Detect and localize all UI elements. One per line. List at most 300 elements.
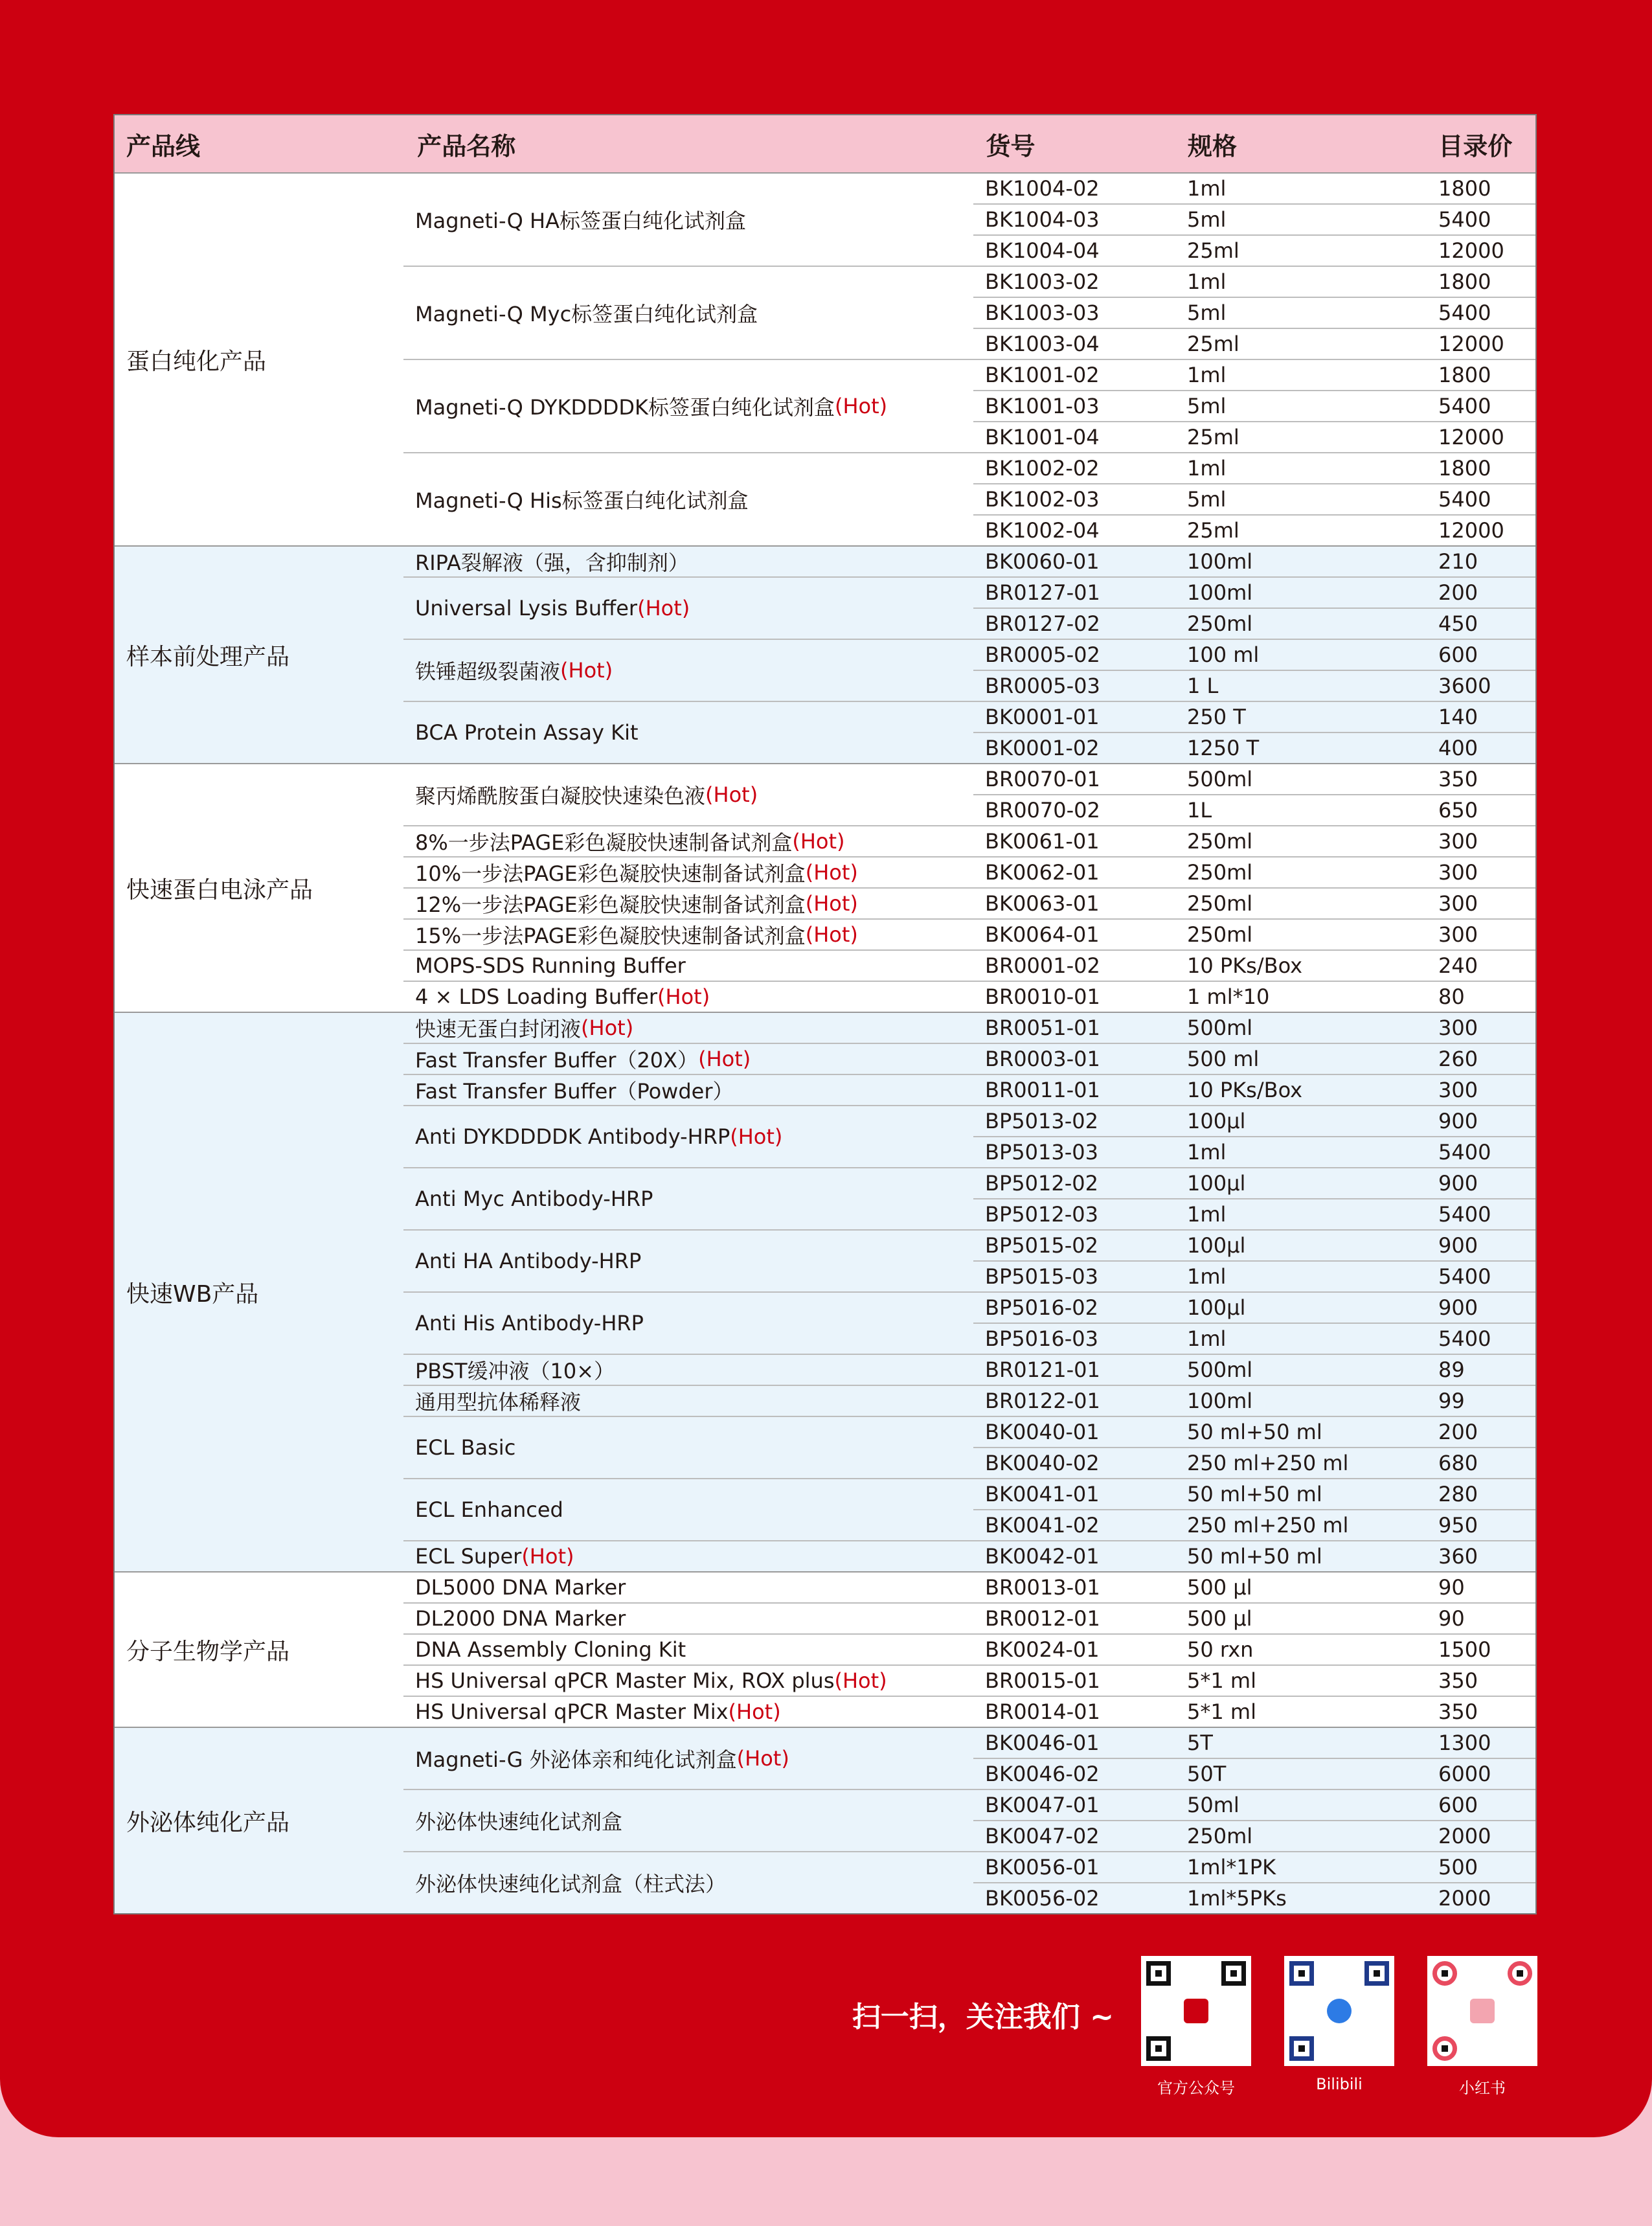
sku-price: 12000 <box>1438 332 1504 356</box>
product-name: Universal Lysis Buffer <box>415 596 638 620</box>
sku-row <box>973 1198 1535 1229</box>
sku-spec: 1ml*1PK <box>1187 1855 1276 1880</box>
sku-spec: 5*1 ml <box>1187 1668 1256 1693</box>
sku-price: 5400 <box>1438 1264 1491 1289</box>
sku-row <box>973 982 1535 1012</box>
hot-badge: (Hot) <box>805 922 858 947</box>
sku-row <box>973 1044 1535 1074</box>
sku-price: 1300 <box>1438 1731 1491 1755</box>
product-row <box>403 452 1535 545</box>
hot-badge: (Hot) <box>805 860 858 885</box>
product-name-cell <box>403 640 973 701</box>
sku-price: 400 <box>1438 736 1478 760</box>
sku-price: 90 <box>1438 1575 1465 1600</box>
hot-badge: (Hot) <box>560 658 613 683</box>
sku-price: 5400 <box>1438 301 1491 325</box>
product-name: 外泌体快速纯化试剂盒 <box>415 1810 623 1834</box>
sku-code: BR0005-03 <box>985 674 1100 698</box>
sku-code: BR0003-01 <box>985 1047 1100 1071</box>
product-name-cell <box>403 1697 973 1727</box>
sku-code: BK1003-02 <box>985 269 1100 294</box>
sku-spec: 1ml <box>1187 269 1227 294</box>
sku-price: 1800 <box>1438 269 1491 294</box>
sku-spec: 100ml <box>1187 580 1253 605</box>
product-list <box>403 1573 1535 1727</box>
sku-list <box>973 547 1535 576</box>
sku-spec: 5ml <box>1187 394 1227 418</box>
hot-badge: (Hot) <box>657 984 710 1009</box>
sku-spec: 5T <box>1187 1731 1213 1755</box>
sku-row <box>973 1666 1535 1696</box>
sku-price: 12000 <box>1438 518 1504 543</box>
product-name: 聚丙烯酰胺蛋白凝胶快速染色液 <box>415 784 706 808</box>
sku-spec: 50T <box>1187 1762 1227 1786</box>
product-name: Fast Transfer Buffer（20X） <box>415 1048 699 1073</box>
product-name-cell <box>403 702 973 763</box>
product-name: Magneti-Q HA标签蛋白纯化试剂盒 <box>415 209 746 233</box>
sku-spec: 25ml <box>1187 332 1239 356</box>
sku-row <box>973 1479 1535 1509</box>
product-row <box>403 1633 1535 1664</box>
sku-code: BR0013-01 <box>985 1575 1100 1600</box>
product-line-name: 分子生物学产品 <box>126 1638 290 1665</box>
product-row <box>403 949 1535 981</box>
product-name-cell <box>403 174 973 266</box>
sku-list <box>973 453 1535 545</box>
sku-spec: 100μl <box>1187 1233 1246 1258</box>
sku-price: 950 <box>1438 1513 1478 1538</box>
hot-badge: (Hot) <box>705 782 758 807</box>
sku-code: BR0005-02 <box>985 642 1100 667</box>
sku-row <box>973 578 1535 608</box>
sku-code: BK0056-01 <box>985 1855 1100 1880</box>
sku-code: BK0061-01 <box>985 829 1100 854</box>
sku-price: 1800 <box>1438 176 1491 201</box>
product-name: MOPS-SDS Running Buffer <box>415 953 686 978</box>
product-name-cell <box>403 547 973 576</box>
header-sku: 货号 <box>986 131 1035 161</box>
sku-price: 600 <box>1438 642 1478 667</box>
sku-price: 600 <box>1438 1793 1478 1817</box>
sku-list <box>973 1573 1535 1602</box>
sku-price: 650 <box>1438 798 1478 823</box>
hot-badge: (Hot) <box>728 1699 781 1724</box>
sku-list <box>973 1231 1535 1291</box>
product-name: BCA Protein Assay Kit <box>415 720 639 745</box>
sku-row <box>973 1541 1535 1571</box>
sku-list <box>973 1604 1535 1633</box>
sku-price: 300 <box>1438 891 1478 916</box>
product-name: Fast Transfer Buffer（Powder） <box>415 1079 734 1104</box>
sku-code: BK0056-02 <box>985 1886 1100 1911</box>
sku-code: BK0024-01 <box>985 1637 1100 1662</box>
sku-code: BK0001-02 <box>985 736 1100 760</box>
sku-spec: 100 ml <box>1187 642 1260 667</box>
product-name: 12%一步法PAGE彩色凝胶快速制备试剂盒 <box>415 892 806 917</box>
sku-price: 350 <box>1438 1668 1478 1693</box>
sku-list <box>973 174 1535 266</box>
sku-code: BP5012-02 <box>985 1171 1098 1196</box>
sku-row <box>973 1820 1535 1851</box>
sku-spec: 25ml <box>1187 425 1239 449</box>
sku-row <box>973 360 1535 390</box>
sku-spec: 50ml <box>1187 1793 1239 1817</box>
sku-list <box>973 982 1535 1012</box>
sku-list <box>973 1075 1535 1105</box>
sku-price: 500 <box>1438 1855 1478 1880</box>
sku-list <box>973 1852 1535 1913</box>
product-row <box>403 547 1535 576</box>
hot-badge: (Hot) <box>834 1668 887 1693</box>
sku-row <box>973 1323 1535 1354</box>
xiaohongshu-qr-block[interactable] <box>1427 1956 1537 2098</box>
sku-spec: 250ml <box>1187 1824 1253 1848</box>
sku-code: BK1004-03 <box>985 207 1100 232</box>
product-name-cell <box>403 1852 973 1913</box>
sku-row <box>973 1168 1535 1198</box>
hot-badge: (Hot) <box>835 394 888 418</box>
sku-spec: 500 μl <box>1187 1575 1252 1600</box>
sku-spec: 5ml <box>1187 207 1227 232</box>
sku-code: BR0127-01 <box>985 580 1100 605</box>
sku-list <box>973 1044 1535 1074</box>
product-row <box>403 1229 1535 1291</box>
sku-price: 6000 <box>1438 1762 1491 1786</box>
sku-list <box>973 1541 1535 1571</box>
sku-price: 210 <box>1438 549 1478 574</box>
header-product-name: 产品名称 <box>417 131 516 161</box>
sku-spec: 1ml <box>1187 176 1227 201</box>
product-row <box>403 1789 1535 1851</box>
sku-spec: 1ml <box>1187 1140 1227 1164</box>
sku-spec: 250 T <box>1187 705 1246 729</box>
sku-code: BR0012-01 <box>985 1606 1100 1631</box>
product-name: 10%一步法PAGE彩色凝胶快速制备试剂盒 <box>415 861 806 886</box>
sku-code: BK1002-04 <box>985 518 1100 543</box>
product-row <box>403 1540 1535 1571</box>
sku-code: BK1002-03 <box>985 487 1100 512</box>
product-name: Magneti-G 外泌体亲和纯化试剂盒 <box>415 1747 737 1772</box>
sku-row <box>973 1417 1535 1447</box>
hot-badge: (Hot) <box>792 829 845 854</box>
header-price: 目录价 <box>1438 131 1513 161</box>
product-name: 通用型抗体稀释液 <box>415 1390 582 1414</box>
product-row <box>403 1416 1535 1478</box>
sku-spec: 5*1 ml <box>1187 1699 1256 1724</box>
sku-row <box>973 297 1535 328</box>
product-name-cell <box>403 857 973 887</box>
sku-spec: 250 ml+250 ml <box>1187 1513 1349 1538</box>
sku-price: 140 <box>1438 705 1478 729</box>
product-row <box>403 639 1535 701</box>
sku-row <box>973 1790 1535 1820</box>
sku-price: 350 <box>1438 767 1478 791</box>
header-product-line: 产品线 <box>126 131 201 161</box>
product-name-cell <box>403 1417 973 1478</box>
product-name: 8%一步法PAGE彩色凝胶快速制备试剂盒 <box>415 830 793 855</box>
sku-row <box>973 857 1535 887</box>
product-name: 铁锤超级裂菌液 <box>415 659 561 684</box>
sku-row <box>973 826 1535 856</box>
sku-price: 5400 <box>1438 1140 1491 1164</box>
hot-badge: (Hot) <box>581 1016 634 1040</box>
sku-spec: 1ml <box>1187 363 1227 387</box>
product-name: HS Universal qPCR Master Mix, ROX plus <box>415 1668 835 1693</box>
product-line-group <box>115 1571 1535 1727</box>
sku-list <box>973 826 1535 856</box>
product-name: Magneti-Q DYKDDDDK标签蛋白纯化试剂盒 <box>415 395 835 420</box>
sku-row <box>973 670 1535 701</box>
sku-code: BK0046-01 <box>985 1731 1100 1755</box>
sku-code: BK0046-02 <box>985 1762 1100 1786</box>
sku-list <box>973 578 1535 639</box>
sku-code: BK0063-01 <box>985 891 1100 916</box>
sku-spec: 10 PKs/Box <box>1187 953 1303 978</box>
sku-price: 5400 <box>1438 207 1491 232</box>
sku-price: 2000 <box>1438 1824 1491 1848</box>
sku-price: 900 <box>1438 1295 1478 1320</box>
sku-list <box>973 1293 1535 1354</box>
sku-row <box>973 547 1535 576</box>
sku-code: BK0047-02 <box>985 1824 1100 1848</box>
sku-row <box>973 1075 1535 1105</box>
bilibili-qr-icon[interactable] <box>1284 1956 1394 2066</box>
product-name-cell <box>403 1790 973 1851</box>
product-name-cell <box>403 1168 973 1229</box>
sku-spec: 500 μl <box>1187 1606 1252 1631</box>
xiaohongshu-qr-icon[interactable] <box>1427 1956 1537 2066</box>
sku-price: 900 <box>1438 1171 1478 1196</box>
product-name-cell <box>403 1541 973 1571</box>
sku-row <box>973 889 1535 918</box>
sku-price: 900 <box>1438 1109 1478 1133</box>
sku-price: 240 <box>1438 953 1478 978</box>
sku-spec: 100ml <box>1187 1389 1253 1413</box>
sku-code: BR0014-01 <box>985 1699 1100 1724</box>
sku-list <box>973 889 1535 918</box>
product-name-cell <box>403 889 973 918</box>
sku-list <box>973 1168 1535 1229</box>
wechat-qr-icon[interactable] <box>1141 1956 1251 2066</box>
sku-list <box>973 1635 1535 1664</box>
sku-price: 99 <box>1438 1389 1465 1413</box>
sku-row <box>973 234 1535 266</box>
sku-price: 260 <box>1438 1047 1478 1071</box>
header-spec: 规格 <box>1187 131 1237 161</box>
sku-row <box>973 1635 1535 1664</box>
sku-price: 450 <box>1438 611 1478 636</box>
sku-code: BP5016-02 <box>985 1295 1098 1320</box>
sku-list <box>973 1790 1535 1851</box>
sku-code: BP5012-03 <box>985 1202 1098 1227</box>
sku-code: BK0042-01 <box>985 1544 1100 1569</box>
product-row <box>403 576 1535 639</box>
product-row <box>403 1385 1535 1416</box>
sku-list <box>973 1386 1535 1416</box>
sku-row <box>973 1882 1535 1913</box>
product-name-cell <box>403 826 973 856</box>
hot-badge: (Hot) <box>736 1746 789 1771</box>
product-line-name: 蛋白纯化产品 <box>126 348 267 375</box>
sku-code: BK0041-02 <box>985 1513 1100 1538</box>
sku-code: BR0015-01 <box>985 1668 1100 1693</box>
sku-price: 300 <box>1438 922 1478 947</box>
sku-spec: 5ml <box>1187 301 1227 325</box>
sku-row <box>973 328 1535 359</box>
sku-spec: 1250 T <box>1187 736 1260 760</box>
sku-row <box>973 1013 1535 1043</box>
product-row <box>403 856 1535 887</box>
product-line-group <box>115 174 1535 545</box>
sku-price: 900 <box>1438 1233 1478 1258</box>
sku-code: BK1003-04 <box>985 332 1100 356</box>
wechat-qr-block[interactable] <box>1141 1956 1251 2098</box>
sku-code: BK0060-01 <box>985 549 1100 574</box>
sku-row <box>973 1260 1535 1291</box>
product-row <box>403 1043 1535 1074</box>
sku-row <box>973 764 1535 794</box>
sku-code: BP5015-02 <box>985 1233 1098 1258</box>
hot-badge: (Hot) <box>805 891 858 916</box>
sku-code: BK0041-01 <box>985 1482 1100 1506</box>
product-row <box>403 1105 1535 1167</box>
sku-list <box>973 857 1535 887</box>
sku-row <box>973 1604 1535 1633</box>
product-line-name: 快速WB产品 <box>126 1280 259 1308</box>
product-name-cell <box>403 578 973 639</box>
table-header <box>115 115 1535 174</box>
product-line-group <box>115 1012 1535 1571</box>
product-line-name: 快速蛋白电泳产品 <box>126 876 313 903</box>
sku-row <box>973 732 1535 763</box>
sku-row <box>973 1231 1535 1260</box>
sku-price: 12000 <box>1438 425 1504 449</box>
product-row <box>403 764 1535 825</box>
sku-code: BK1002-02 <box>985 456 1100 481</box>
sku-list <box>973 1728 1535 1789</box>
product-row <box>403 1696 1535 1727</box>
sku-row <box>973 640 1535 670</box>
product-name: PBST缓冲液（10×） <box>415 1359 615 1383</box>
sku-spec: 100ml <box>1187 549 1253 574</box>
sku-list <box>973 267 1535 359</box>
sku-code: BP5015-03 <box>985 1264 1098 1289</box>
product-line-group <box>115 1727 1535 1913</box>
product-row <box>403 266 1535 359</box>
product-name-cell <box>403 1106 973 1167</box>
product-name-cell <box>403 920 973 949</box>
product-name: Anti DYKDDDDK Antibody-HRP <box>415 1124 730 1149</box>
sku-price: 1500 <box>1438 1637 1491 1662</box>
product-name: RIPA裂解液（强，含抑制剂） <box>415 551 689 575</box>
sku-code: BR0070-02 <box>985 798 1100 823</box>
product-row <box>403 825 1535 856</box>
sku-code: BR0122-01 <box>985 1389 1100 1413</box>
product-row <box>403 1851 1535 1913</box>
sku-spec: 500ml <box>1187 1357 1253 1382</box>
sku-code: BR0121-01 <box>985 1357 1100 1382</box>
product-name: Magneti-Q Myc标签蛋白纯化试剂盒 <box>415 302 758 326</box>
sku-list <box>973 1013 1535 1043</box>
sku-spec: 250ml <box>1187 611 1253 636</box>
sku-price: 80 <box>1438 984 1465 1009</box>
product-name: 快速无蛋白封闭液 <box>415 1017 582 1041</box>
sku-price: 89 <box>1438 1357 1465 1382</box>
sku-code: BK0040-02 <box>985 1451 1100 1475</box>
product-name-cell <box>403 1075 973 1105</box>
product-row <box>403 1167 1535 1229</box>
sku-code: BK1004-04 <box>985 238 1100 263</box>
sku-row <box>973 1509 1535 1540</box>
sku-code: BK0064-01 <box>985 922 1100 947</box>
product-name: Anti HA Antibody-HRP <box>415 1249 642 1273</box>
product-name: Anti His Antibody-HRP <box>415 1311 644 1335</box>
product-line-name: 外泌体纯化产品 <box>126 1809 290 1836</box>
sku-code: BK0001-01 <box>985 705 1100 729</box>
sku-price: 280 <box>1438 1482 1478 1506</box>
product-name-cell <box>403 1355 973 1385</box>
product-row <box>403 981 1535 1012</box>
product-name: Anti Myc Antibody-HRP <box>415 1187 653 1211</box>
sku-price: 300 <box>1438 1078 1478 1102</box>
sku-row <box>973 1758 1535 1789</box>
product-name-cell <box>403 1573 973 1602</box>
price-table <box>113 114 1537 1914</box>
product-row <box>403 1728 1535 1789</box>
product-name-cell <box>403 764 973 825</box>
product-line-group <box>115 763 1535 1012</box>
product-name: HS Universal qPCR Master Mix <box>415 1699 729 1724</box>
sku-row <box>973 390 1535 421</box>
product-name-cell <box>403 1044 973 1074</box>
sku-row <box>973 174 1535 203</box>
sku-row <box>973 1852 1535 1882</box>
sku-spec: 25ml <box>1187 518 1239 543</box>
product-row <box>403 1478 1535 1540</box>
sku-list <box>973 702 1535 763</box>
sku-code: BK1001-03 <box>985 394 1100 418</box>
product-list <box>403 1728 1535 1913</box>
sku-row <box>973 608 1535 639</box>
product-row <box>403 887 1535 918</box>
sku-row <box>973 421 1535 452</box>
product-name: DL5000 DNA Marker <box>415 1575 626 1600</box>
sku-spec: 25ml <box>1187 238 1239 263</box>
sku-spec: 10 PKs/Box <box>1187 1078 1303 1102</box>
sku-spec: 50 ml+50 ml <box>1187 1482 1322 1506</box>
sku-spec: 250ml <box>1187 891 1253 916</box>
sku-list <box>973 1697 1535 1727</box>
sku-code: BK1004-02 <box>985 176 1100 201</box>
bilibili-qr-block[interactable] <box>1284 1956 1394 2093</box>
sku-code: BR0127-02 <box>985 611 1100 636</box>
sku-price: 200 <box>1438 580 1478 605</box>
sku-code: BR0051-01 <box>985 1016 1100 1040</box>
hot-badge: (Hot) <box>730 1124 783 1149</box>
sku-row <box>973 1447 1535 1478</box>
sku-spec: 250ml <box>1187 829 1253 854</box>
hot-badge: (Hot) <box>521 1544 574 1569</box>
sku-row <box>973 1386 1535 1416</box>
product-list <box>403 174 1535 545</box>
hot-badge: (Hot) <box>698 1047 751 1071</box>
hot-badge: (Hot) <box>637 596 690 620</box>
follow-us-text: 扫一扫，关注我们 ~ <box>852 2001 1114 2034</box>
sku-row <box>973 1355 1535 1385</box>
sku-code: BP5013-02 <box>985 1109 1098 1133</box>
product-name-cell <box>403 1635 973 1664</box>
sku-price: 1800 <box>1438 363 1491 387</box>
